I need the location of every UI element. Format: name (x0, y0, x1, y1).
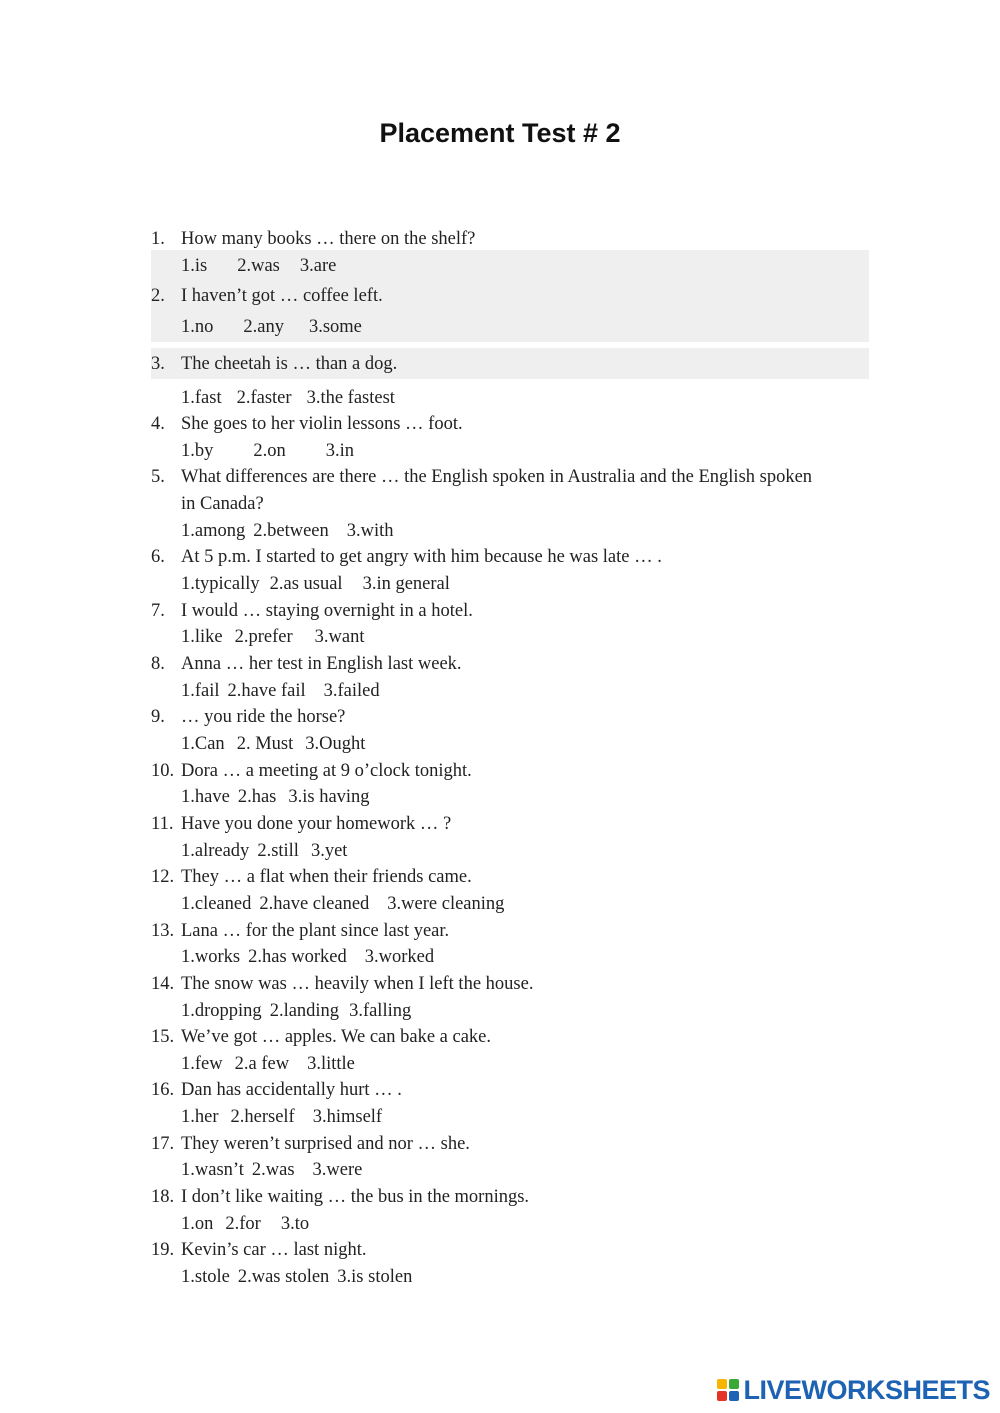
question-text: Have you done your homework … ? (181, 814, 452, 834)
answer-options (181, 680, 380, 702)
answer-option: 3.to (280, 1214, 310, 1234)
question-number: 7. (151, 601, 165, 621)
answer-option: 1.Can (181, 734, 225, 754)
answer-option: 2.herself (230, 1107, 295, 1127)
question-text: I haven’t got … coffee left. (181, 286, 383, 306)
question-number: 1. (151, 229, 165, 249)
answer-options (181, 316, 362, 338)
answer-option: 1.dropping (181, 1001, 262, 1021)
question-text: Kevin’s car … last night. (181, 1240, 367, 1260)
question-text: The snow was … heavily when I left the house. (181, 974, 534, 994)
answer-option: 1.is (181, 256, 208, 276)
question-number: 11. (151, 814, 174, 834)
question-number: 3. (151, 354, 165, 374)
answer-option: 2.was (251, 1160, 295, 1180)
question-number: 9. (151, 707, 165, 727)
answer-options (181, 626, 365, 648)
answer-option: 1.no (181, 317, 214, 337)
answer-option: 1.already (181, 841, 250, 861)
answer-option: 2.has (237, 787, 277, 807)
question-text: They weren’t surprised and nor … she. (181, 1134, 470, 1154)
question-text: Anna … her test in English last week. (181, 654, 462, 674)
answer-option: 3.with (346, 521, 394, 541)
answer-option: 1.fail (181, 681, 220, 701)
answer-option: 2.have cleaned (259, 894, 370, 914)
question-number: 4. (151, 414, 165, 434)
answer-option: 3.are (299, 256, 337, 276)
answer-option: 2.has worked (248, 947, 347, 967)
answer-options (181, 1000, 411, 1022)
answer-options (181, 893, 504, 915)
answer-options (181, 520, 394, 542)
answer-option: 2.have fail (227, 681, 306, 701)
answer-option: 2.faster (236, 388, 292, 408)
question-text: The cheetah is … than a dog. (181, 354, 398, 374)
answer-options (181, 387, 395, 409)
answer-option: 3.were cleaning (387, 894, 505, 914)
answer-options (181, 1213, 309, 1235)
answer-option: 3.were (312, 1160, 363, 1180)
answer-options (181, 733, 365, 755)
answer-option: 1.have (181, 787, 230, 807)
answer-option: 2. Must (236, 734, 294, 754)
answer-options (181, 1053, 355, 1075)
question-number: 17. (151, 1134, 175, 1154)
answer-option: 3.Ought (305, 734, 366, 754)
answer-options (181, 1159, 362, 1181)
answer-option: 3.the fastest (306, 388, 395, 408)
answer-option: 3.in (325, 441, 355, 461)
answer-option: 2.was stolen (237, 1267, 330, 1287)
answer-option: 3.is stolen (337, 1267, 413, 1287)
answer-option: 2.any (243, 317, 284, 337)
question-number: 2. (151, 286, 165, 306)
answer-option: 1.her (181, 1107, 219, 1127)
answer-options (181, 946, 434, 968)
liveworksheets-logo-icon (717, 1379, 739, 1401)
answer-option: 3.some (308, 317, 362, 337)
question-text: What differences are there … the English spoken in Australia and the English spoken (181, 467, 813, 487)
answer-option: 1.fast (181, 388, 222, 408)
question-text: She goes to her violin lessons … foot. (181, 414, 463, 434)
answer-option: 1.cleaned (181, 894, 252, 914)
answer-option: 2.prefer (234, 627, 293, 647)
answer-option: 2.a few (234, 1054, 290, 1074)
question-text: I would … staying overnight in a hotel. (181, 601, 473, 621)
answer-option: 2.still (257, 841, 299, 861)
answer-option: 3.failed (323, 681, 380, 701)
question-text: They … a flat when their friends came. (181, 867, 472, 887)
answer-option: 1.among (181, 521, 246, 541)
question-text: Dan has accidentally hurt … . (181, 1080, 402, 1100)
answer-options (181, 1106, 382, 1128)
page-title: Placement Test # 2 (379, 118, 621, 148)
answer-options (181, 786, 370, 808)
question-text: Lana … for the plant since last year. (181, 921, 450, 941)
answer-option: 1.stole (181, 1267, 230, 1287)
logo-text: LIVEWORKSHEETS (743, 1374, 990, 1405)
answer-options (181, 440, 354, 462)
question-number: 12. (151, 867, 175, 887)
answer-option: 1.like (181, 627, 223, 647)
question-text: Dora … a meeting at 9 o’clock tonight. (181, 761, 472, 781)
answer-option: 1.few (181, 1054, 223, 1074)
answer-option: 2.between (253, 521, 329, 541)
question-text-continued: in Canada? (181, 494, 264, 514)
question-number: 6. (151, 547, 165, 567)
question-text: I don’t like waiting … the bus in the mornings. (181, 1187, 530, 1207)
question-text: At 5 p.m. I started to get angry with him because he was late … . (181, 547, 662, 567)
answer-options (181, 840, 347, 862)
liveworksheets-logo (717, 1375, 990, 1405)
answer-option: 3.in general (362, 574, 450, 594)
question-number: 8. (151, 654, 165, 674)
answer-option: 2.was (237, 256, 280, 276)
question-number: 19. (151, 1240, 175, 1260)
answer-option: 3.yet (310, 841, 348, 861)
answer-option: 3.falling (349, 1001, 412, 1021)
question-text: We’ve got … apples. We can bake a cake. (181, 1027, 492, 1047)
answer-options (181, 573, 450, 595)
answer-option: 2.on (253, 441, 286, 461)
question-number: 10. (151, 761, 175, 781)
question-number: 16. (151, 1080, 175, 1100)
question-number: 18. (151, 1187, 175, 1207)
question-number: 14. (151, 974, 175, 994)
answer-option: 1.on (181, 1214, 214, 1234)
question-number: 15. (151, 1027, 175, 1047)
answer-option: 2.landing (269, 1001, 340, 1021)
answer-option: 1.works (181, 947, 241, 967)
answer-option: 2.as usual (269, 574, 343, 594)
answer-option: 1.typically (181, 574, 260, 594)
answer-option: 2.for (225, 1214, 261, 1234)
answer-option: 3.little (307, 1054, 355, 1074)
question-number: 5. (151, 467, 165, 487)
question-number: 13. (151, 921, 175, 941)
question-text: How many books … there on the shelf? (181, 229, 476, 249)
answer-option: 1.by (181, 441, 214, 461)
question-text: … you ride the horse? (181, 707, 346, 727)
answer-option: 3.is having (288, 787, 370, 807)
answer-option: 3.himself (312, 1107, 383, 1127)
answer-option: 3.want (314, 627, 365, 647)
answer-options (181, 255, 336, 277)
answer-option: 1.wasn’t (181, 1160, 244, 1180)
answer-options (181, 1266, 412, 1288)
answer-option: 3.worked (364, 947, 435, 967)
